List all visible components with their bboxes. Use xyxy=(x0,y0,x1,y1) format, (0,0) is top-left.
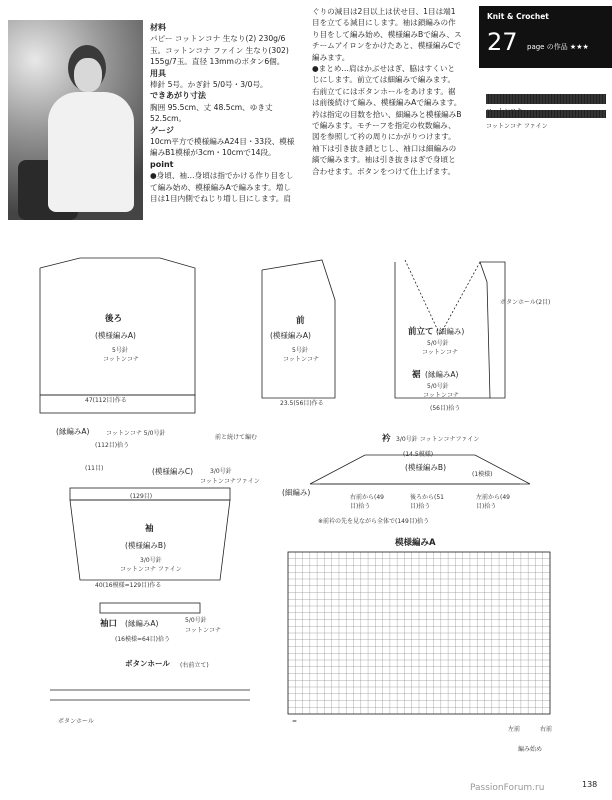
back-needle: 5号針 xyxy=(112,347,128,354)
cuff-outline xyxy=(100,603,200,613)
collar-crochet: (細編み) xyxy=(282,488,311,497)
front-cast-on: 23.5(56目)作る xyxy=(280,400,324,407)
back-title: 後ろ xyxy=(105,314,123,324)
hem-stitches: (56目)拾う xyxy=(430,405,461,412)
sleeve-top-count: (11目) xyxy=(85,465,104,472)
cuff-stitches: (16模様=64目)拾う xyxy=(115,636,170,643)
cuff-title: 袖口 xyxy=(100,619,118,629)
front-outline xyxy=(262,260,335,398)
placket-needle: 5/0号針 xyxy=(427,340,449,347)
point-title: point xyxy=(150,159,174,169)
placket-pattern: (細編み) xyxy=(436,327,465,336)
front-yarn: コットンコナ xyxy=(283,356,319,363)
chart-right-front: 右前 xyxy=(540,726,553,733)
collar-note: ※前衿の先を見ながら全体で(149目)拾う xyxy=(318,518,430,525)
collar-pick-right: 右前から(49目)拾う xyxy=(350,494,384,510)
collar-width: (14.5模様) xyxy=(403,451,434,458)
chart-grid xyxy=(288,552,550,714)
point-body: ●身頃、袖…身頃は指でかける作り目をして編み始め、模様編みAで編みます。増し目は1目内側でねじり増し目にします。肩 xyxy=(150,171,294,204)
gauge-body: 10cm平方で模様編みA24目・33段、模様編みB1模様が3cm・10cmで14段。 xyxy=(150,137,295,158)
back-hem-title: (縁編みA) xyxy=(56,427,90,436)
instructions-p1: ぐりの減目は2目以上は伏せ目、1目は端1目を立てる減目にします。袖は鎖編みの作り目をして編み始め、模様編みBで編み、スチームアイロンをかけたあと、模様編みCで編みます。 xyxy=(312,7,462,62)
hem-needle: 5/0号針 xyxy=(427,383,449,390)
chart-legend: = xyxy=(292,718,298,725)
hem-title: 裾 xyxy=(412,370,421,380)
cuff-yarn: コットンコナ xyxy=(185,627,221,634)
page-suffix: page の作品 ★★★ xyxy=(527,43,589,51)
sleeve-pattern: (模様編みB) xyxy=(125,541,166,550)
placket-buttonhole: ボタンホール(2目) xyxy=(500,299,551,306)
back-hem-stitches: (112目)拾う xyxy=(95,442,130,449)
back-yarn: コットンコナ xyxy=(103,356,139,363)
brand-label: Knit & Crochet xyxy=(487,12,549,21)
buttonhole-sub: (右前立て) xyxy=(180,662,209,669)
hem-yarn: コットンコナ xyxy=(423,392,459,399)
instructions-p2: ●まとめ…肩はかぶせはぎ、脇はすくいとじにします。前立ては細編みで編みます。右前立てにはボタンホールをあけます。裾は前後続けて編み、模様編みAで編みます。衿は指定の目数を拾い、細編みと模様編みBで編みます。モチーフを指定の枚数編み、図を参照して衿の周りにかがりつけます。袖下は引き抜き鎖とじし、袖口は細編みの縞で編みます。袖は引き抜きはぎで身頃と合わせます。ボタンをつけて仕上げます。 xyxy=(312,64,462,176)
size-body: 胸囲 95.5cm、丈 48.5cm、ゆき丈 52.5cm。 xyxy=(150,102,273,124)
chart-start: 編み始め xyxy=(518,746,543,753)
sleeve-top-pattern: (模様編みC) xyxy=(152,467,194,476)
front-title: 前 xyxy=(296,316,305,326)
watermark: PassionForum.ru xyxy=(470,783,545,793)
back-hem-note: コットンコナ 5/0号針 xyxy=(106,430,166,437)
page-number: 138 xyxy=(582,780,598,789)
buttonhole-title: ボタンホール xyxy=(125,659,170,668)
collar-stitches: (1模様) xyxy=(472,471,493,478)
size-title: できあがり寸法 xyxy=(150,91,206,101)
back-hem-note2: 前と続けて編む xyxy=(215,434,258,441)
page-number-big: 27 xyxy=(487,28,518,56)
materials-body: パピー コットンコナ 生なり(2) 230g/6玉。コットンコナ ファイン 生なり(302) 155g/7玉。直径 13mmのボタン6個。 xyxy=(150,34,289,67)
collar-pick-back: 後ろから(51目)拾う xyxy=(410,494,444,510)
collar-pick-left: 左前から(49目)拾う xyxy=(476,494,510,510)
sleeve-title: 袖 xyxy=(145,524,154,534)
tools-title: 用具 xyxy=(150,68,166,78)
back-outline xyxy=(40,258,195,395)
sleeve-needle: 3/0号針 xyxy=(140,557,162,564)
yarn-label-2: コットンコナ ファイン xyxy=(486,123,548,130)
sleeve-top-needle: 3/0号針 xyxy=(210,468,232,475)
placket-yarn: コットンコナ xyxy=(422,349,458,356)
hem-pattern: (縁編みA) xyxy=(425,370,459,379)
gauge-title: ゲージ xyxy=(150,125,174,135)
cuff-pattern: (縁編みA) xyxy=(125,619,159,628)
sleeve-yarn: コットンコナ ファイン xyxy=(120,566,182,573)
sleeve-cast-on: 40(16模様=129目)作る xyxy=(95,582,162,589)
tools-body: 棒針 5号。かぎ針 5/0号・3/0号。 xyxy=(150,80,268,90)
sleeve-top-stitches: (129目) xyxy=(130,493,153,500)
front-pattern: (模様編みA) xyxy=(270,331,311,340)
back-cast-on: 47(112目)作る xyxy=(85,397,127,404)
materials-title: 材料 xyxy=(150,23,166,32)
collar-needle: 3/0号針 コットンコナファイン xyxy=(396,436,480,443)
cuff-needle: 5/0号針 xyxy=(185,617,207,624)
sleeve-top-yarn: コットンコナファイン xyxy=(200,478,260,485)
collar-title: 衿 xyxy=(382,434,391,444)
buttonhole-label: ボタンホール xyxy=(58,718,94,725)
back-pattern: (模様編みA) xyxy=(95,331,136,340)
chart-title: 模様編みA xyxy=(395,538,436,548)
chart-left-front: 左前 xyxy=(508,726,521,733)
front-needle: 5号針 xyxy=(292,347,308,354)
collar-pattern: (模様編みB) xyxy=(405,463,446,472)
placket-title: 前立て xyxy=(408,327,434,337)
